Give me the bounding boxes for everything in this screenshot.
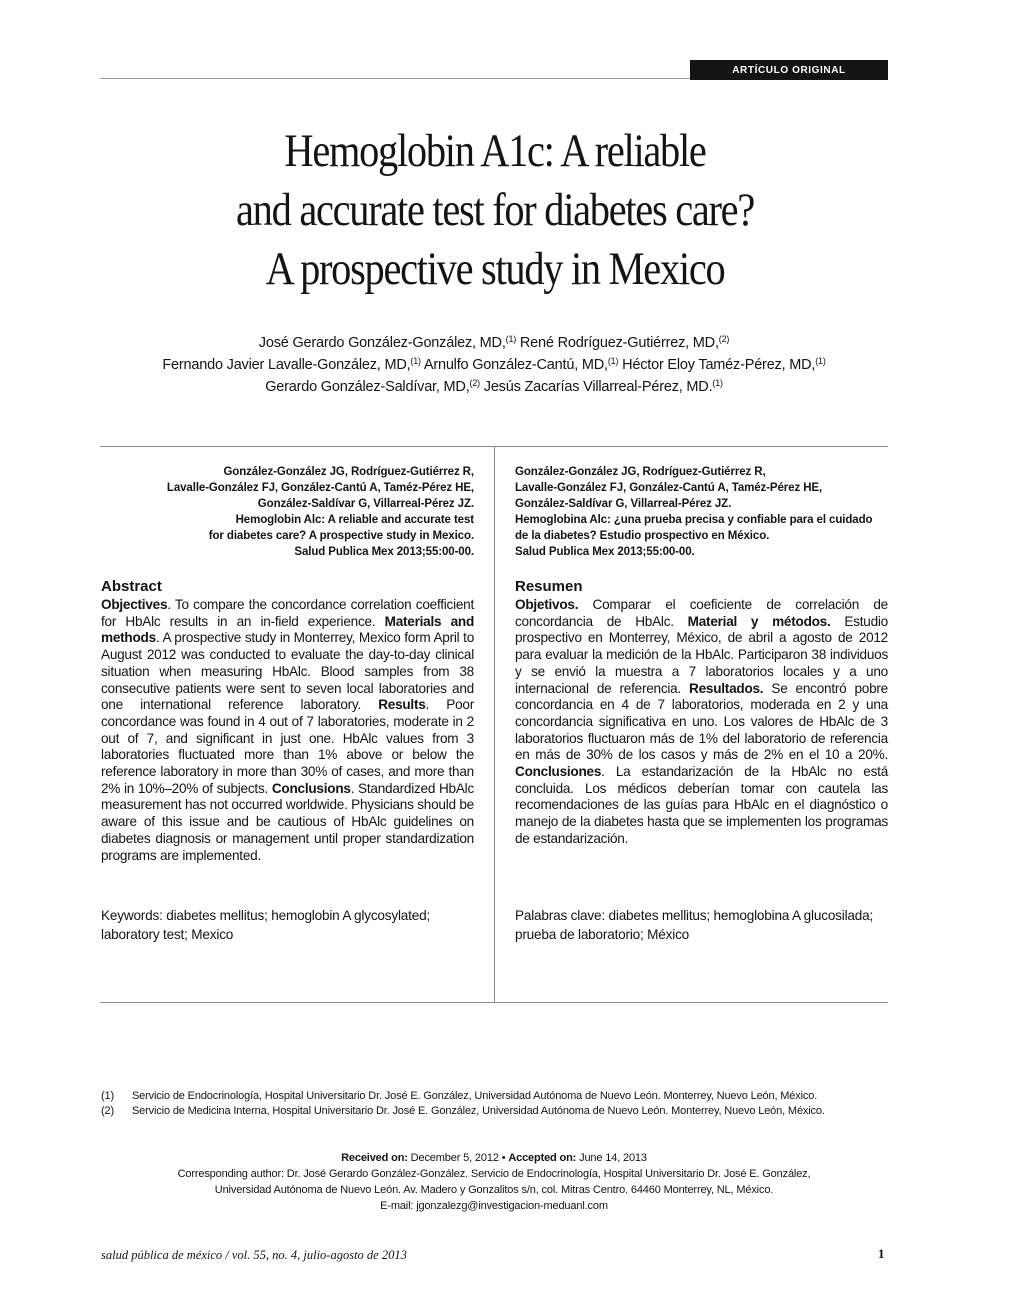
author-name: José Gerardo González-González, MD, (258, 335, 506, 351)
metodos-label: Material y métodos. (687, 613, 831, 629)
abstract-box-bottom-rule (100, 1002, 888, 1003)
metodos-text: Estudio prospectivo en Monterrey, México, de abril a agosto de 2012 para evaluar la medición de la HbAlc. Participaron 38 individuos y se envió la muestra a 7 laboratorios locales y a uno internacional de referencia. (515, 613, 888, 696)
citation-line: Salud Publica Mex 2013;55:00-00. (294, 546, 474, 558)
journal-footer: salud pública de méxico / vol. 55, no. 4, julio-agosto de 2013 (101, 1248, 407, 1262)
citation-line: de la diabetes? Estudio prospectivo en México. (515, 530, 770, 542)
citation-line: González-González JG, Rodríguez-Gutiérrez R, (515, 466, 766, 478)
citation-line: González-Saldívar G, Villarreal-Pérez JZ. (257, 498, 474, 510)
citation-line: Hemoglobin Alc: A reliable and accurate test (235, 514, 474, 526)
dates-line (100, 1150, 888, 1166)
affiliation-marker: (1) (815, 356, 826, 366)
citation-line: Lavalle-González FJ, González-Cantú A, Taméz-Pérez HE, (515, 482, 823, 494)
section-tag: ARTÍCULO ORIGINAL (690, 60, 888, 80)
objetivos-label: Objetivos. (515, 597, 579, 612)
abstract-heading: Abstract (101, 578, 162, 595)
affiliation-marker: (1) (712, 378, 723, 388)
resultados-label: Resultados. (689, 680, 764, 696)
objetivos-text: Comparar el coeficiente de correlación de concordancia de HbAlc. (515, 597, 888, 629)
affiliation-marker: (1) (607, 356, 619, 366)
corresponding-author: Corresponding author: Dr. José Gerardo González-González. Servicio de Endocrinología, Hospital Universitario Dr. José E. González, (177, 1168, 811, 1180)
author-name: Arnulfo González-Cantú, MD, (420, 357, 608, 373)
author-name: Héctor Eloy Taméz-Pérez, MD, (618, 357, 816, 373)
affiliation-1 (101, 1089, 891, 1104)
correspondence-block (100, 1150, 888, 1214)
methods-text: . A prospective study in Monterrey, Mexico form April to August 2012 was conducted to evaluate the day-to-day clinical situation when measuring HbAlc. Blood samples from 38 consecutive patients were sent to seven local laboratories and one international reference laboratory. (101, 630, 474, 713)
conclusions-text: . Standardized HbAlc measurement has not occurred worldwide. Physicians should be aware of this issue and be cautious of HbAlc guidelines on diabetes diagnosis or management until proper standardization programs are implemented. (101, 780, 474, 863)
resumen-heading: Resumen (515, 578, 583, 595)
author-name: René Rodríguez-Gutiérrez, MD, (516, 335, 719, 351)
received-label: Received on: (341, 1152, 408, 1164)
author-name: Fernando Javier Lavalle-González, MD, (162, 357, 411, 373)
affiliation-number: (2) (101, 1105, 114, 1117)
title-line-3: A prospective study in Mexico (265, 243, 725, 295)
resultados-text: Se encontró pobre concordancia en 4 de 7 laboratorios, moderada en 2 y una concordancia significativa en uno. Los valores de HbAlc de 3 laboratorios fluctuaron más de 1% del laboratorio de referencia en más de 30% de los casos y más de 2% en el 10 a 20%. (515, 680, 888, 763)
citation-line: Lavalle-González FJ, González-Cantú A, Taméz-Pérez HE, (166, 482, 474, 494)
objectives-text: . To compare the concordance correlation coefficient for HbAlc results in an in-field experience. (101, 597, 474, 629)
results-label: Results (378, 697, 426, 713)
author-line-2 (100, 354, 888, 376)
title-line-2: and accurate test for diabetes care? (236, 184, 754, 236)
header-rule (100, 78, 690, 79)
author-name: Jesús Zacarías Villarreal-Pérez, MD. (479, 379, 713, 395)
conclusiones-label: Conclusiones (515, 764, 602, 780)
accepted-label: Accepted on: (508, 1152, 577, 1164)
abstract-body (101, 597, 474, 864)
affiliation-2 (101, 1104, 891, 1119)
affiliation-marker: (1) (505, 334, 517, 344)
author-list (100, 332, 888, 398)
accepted-date: June 14, 2013 (576, 1152, 647, 1164)
corresponding-email: E-mail: jgonzalezg@investigacion-meduanl.com (380, 1200, 608, 1212)
keywords: Keywords: diabetes mellitus; hemoglobin A glycosylated; laboratory test; Mexico (101, 908, 431, 942)
abstract-column-divider (494, 447, 495, 1002)
author-line-3 (100, 376, 888, 398)
received-date: December 5, 2012 • (407, 1152, 509, 1164)
citation-line: González-Saldívar G, Villarreal-Pérez JZ. (515, 498, 732, 510)
affiliation-number: (1) (101, 1090, 114, 1102)
results-text: . Poor concordance was found in 4 out of 7 laboratories, moderate in 2 out of 7, and significant in just one. HbAlc values from 3 laboratories fluctuated more than 1% above or below the reference laboratory in more than 30% of cases, and more than 2% in 10%–20% of subjects. (101, 697, 474, 796)
affiliation-marker: (2) (718, 334, 730, 344)
citation-line: for diabetes care? A prospective study in Mexico. (208, 530, 474, 542)
affiliation-marker: (1) (410, 356, 421, 366)
citation-spanish (515, 464, 889, 560)
title-line-1: Hemoglobin A1c: A reliable (284, 125, 706, 177)
article-title (155, 122, 834, 299)
methods-label: Materials and methods (101, 613, 475, 646)
resumen-body (515, 597, 888, 848)
citation-line: Hemoglobina Alc: ¿una prueba precisa y confiable para el cuidado (515, 514, 873, 526)
palabras-clave: Palabras clave: diabetes mellitus; hemoglobina A glucosilada; prueba de laboratorio; México (515, 908, 874, 942)
author-name: Gerardo González-Saldívar, MD, (265, 379, 470, 395)
citation-line: Salud Publica Mex 2013;55:00-00. (515, 546, 695, 558)
author-line-1 (100, 332, 888, 354)
page-number: 1 (878, 1246, 885, 1261)
citation-english (100, 464, 474, 560)
conclusions-label: Conclusions (271, 780, 351, 796)
affiliation-text: Servicio de Medicina Interna, Hospital Universitario Dr. José E. González, Universidad Autónoma de Nuevo León. Monterrey, Nuevo León, México. (132, 1105, 825, 1117)
conclusiones-text: . La estandarización de la HbAlc no está concluida. Los médicos deberían tomar con cautela las recomendaciones de las guías para HbAlc en el diagnóstico o manejo de la diabetes hasta que se implementen los programas de estandarización. (515, 764, 888, 846)
corresponding-address: Universidad Autónoma de Nuevo León. Av. Madero y Gonzalitos s/n, col. Mitras Centro. 64460 Monterrey, NL, México. (214, 1184, 774, 1196)
affiliation-text: Servicio de Endocrinología, Hospital Universitario Dr. José E. González, Universidad Autónoma de Nuevo León. Monterrey, Nuevo León, México. (132, 1090, 818, 1102)
objectives-label: Objectives (101, 597, 168, 612)
citation-line: González-González JG, Rodríguez-Gutiérrez R, (223, 466, 474, 478)
affiliation-marker: (2) (469, 378, 480, 388)
